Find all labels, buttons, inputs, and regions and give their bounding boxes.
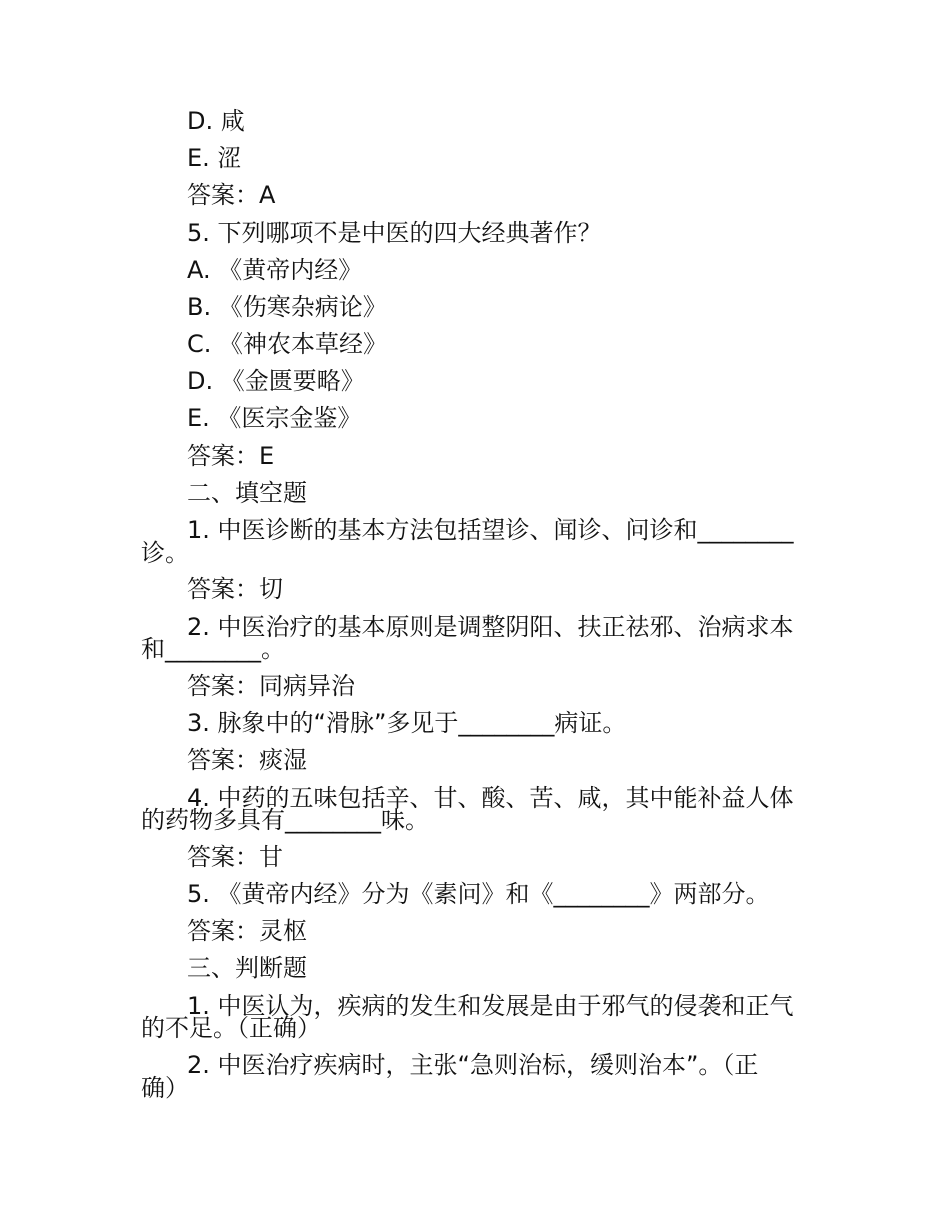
answer-q5: 答案：E xyxy=(187,442,275,470)
section-fill-in-heading: 二、填空题 xyxy=(187,479,307,507)
fill-answer-5: 答案：灵枢 xyxy=(187,917,307,945)
tf-question-1: 1. 中医认为，疾病的发生和发展是由于邪气的侵袭和正气 xyxy=(187,992,794,1020)
fill-answer-4: 答案：甘 xyxy=(187,843,283,871)
fill-question-1: 1. 中医诊断的基本方法包括望诊、闻诊、问诊和________ xyxy=(187,516,794,544)
tf-question-1-cont: 的不足。（正确） xyxy=(141,1014,321,1042)
option-e: E. 《医宗金鉴》 xyxy=(187,404,362,432)
section-true-false-heading: 三、判断题 xyxy=(187,954,307,982)
tf-question-2-cont: 确） xyxy=(141,1074,189,1102)
tf-question-2: 2. 中医治疗疾病时，主张“急则治标，缓则治本”。（正 xyxy=(187,1051,759,1079)
fill-question-2: 2. 中医治疗的基本原则是调整阴阳、扶正祛邪、治病求本 xyxy=(187,613,794,641)
question-5: 5. 下列哪项不是中医的四大经典著作？ xyxy=(187,219,602,247)
option-e-se: E. 涩 xyxy=(187,144,242,172)
answer-q4: 答案：A xyxy=(187,181,276,209)
fill-answer-1: 答案：切 xyxy=(187,575,283,603)
option-b: B. 《伤寒杂病论》 xyxy=(187,293,387,321)
fill-answer-2: 答案：同病异治 xyxy=(187,672,355,700)
fill-question-4-cont: 的药物多具有________味。 xyxy=(141,806,429,834)
option-d: D. 《金匮要略》 xyxy=(187,367,365,395)
option-a: A. 《黄帝内经》 xyxy=(187,256,363,284)
fill-question-2-cont: 和________。 xyxy=(141,635,285,663)
fill-answer-3: 答案：痰湿 xyxy=(187,746,307,774)
option-d-xian: D. 咸 xyxy=(187,107,245,135)
fill-question-5: 5. 《黄帝内经》分为《素问》和《________》两部分。 xyxy=(187,880,770,908)
option-c: C. 《神农本草经》 xyxy=(187,330,388,358)
fill-question-4: 4. 中药的五味包括辛、甘、酸、苦、咸，其中能补益人体 xyxy=(187,784,794,812)
fill-question-1-cont: 诊。 xyxy=(141,539,189,567)
fill-question-3: 3. 脉象中的“滑脉”多见于________病证。 xyxy=(187,709,627,737)
